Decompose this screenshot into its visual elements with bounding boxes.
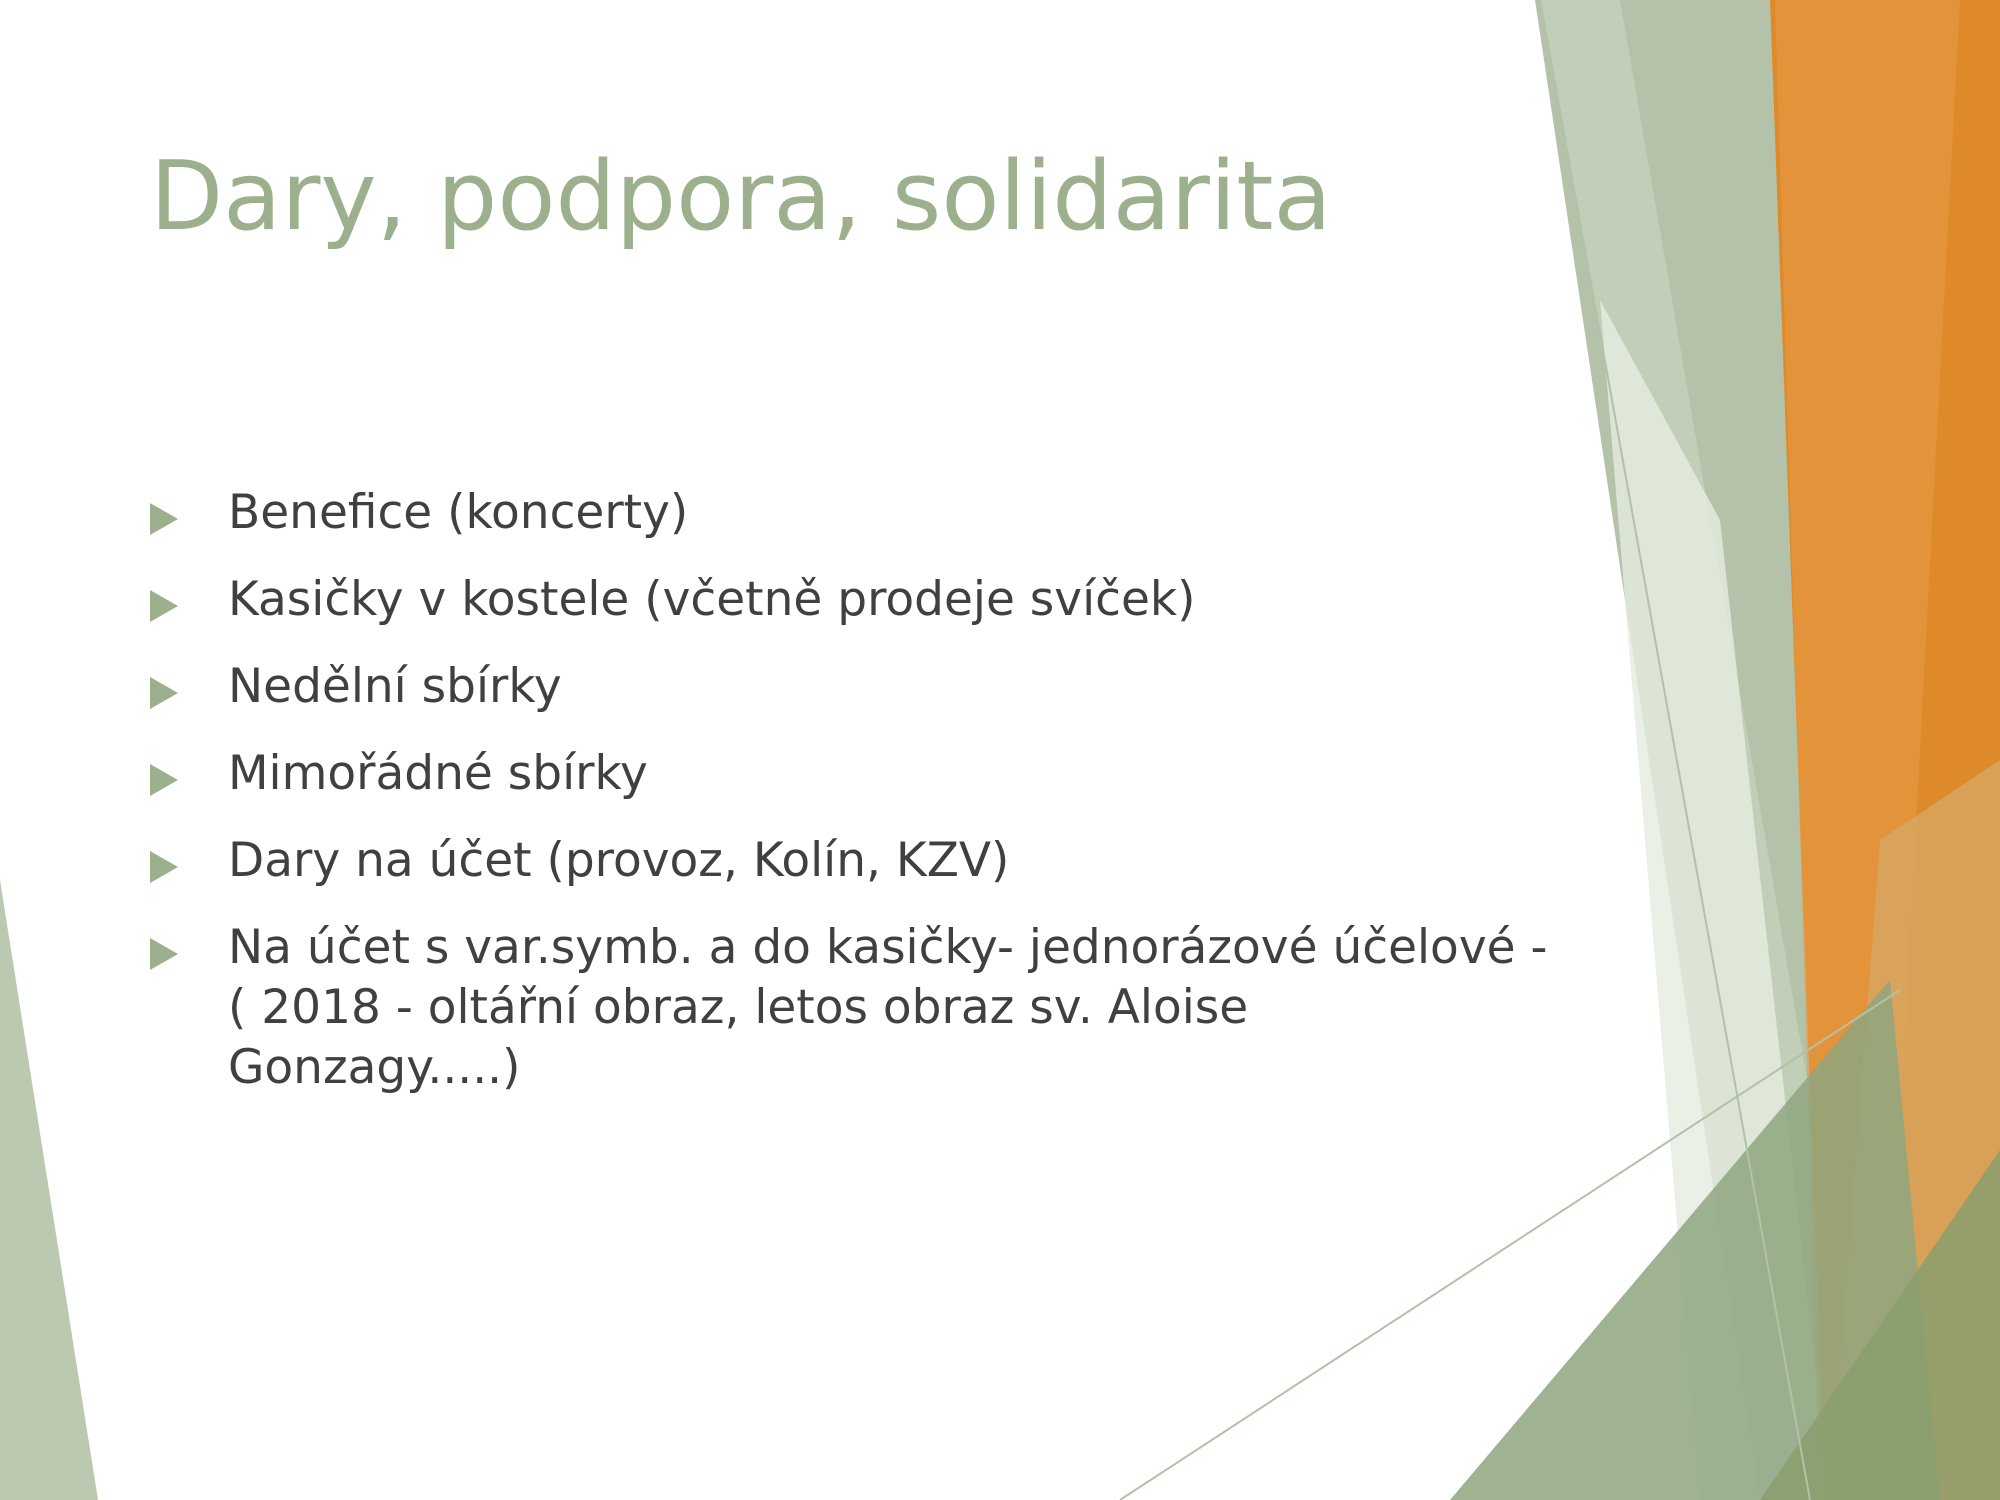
list-item xyxy=(150,831,1550,891)
list-item xyxy=(150,657,1550,717)
list-item xyxy=(150,744,1550,804)
list-item xyxy=(150,570,1550,630)
list-item-text: Dary na účet (provoz, Kolín, KZV) xyxy=(228,833,1010,888)
list-item-text: Na účet s var.symb. a do kasičky- jednorázové účelové - ( 2018 - oltářní obraz, letos obraz sv. Aloise Gonzagy.....) xyxy=(228,920,1548,1095)
triangle-arrow-right-icon xyxy=(150,590,178,622)
left-green-sliver xyxy=(0,880,98,1500)
list-item-text: Benefice (koncerty) xyxy=(228,485,689,540)
triangle-arrow-right-icon xyxy=(150,764,178,796)
triangle-arrow-right-icon xyxy=(150,503,178,535)
list-item xyxy=(150,483,1550,543)
list-item-text: Nedělní sbírky xyxy=(228,659,562,714)
list-item-text: Kasičky v kostele (včetně prodeje svíček) xyxy=(228,572,1196,627)
triangle-arrow-right-icon xyxy=(150,677,178,709)
list-item-text: Mimořádné sbírky xyxy=(228,746,648,801)
triangle-arrow-right-icon xyxy=(150,938,178,970)
triangle-arrow-right-icon xyxy=(150,851,178,883)
list-item xyxy=(150,918,1550,1098)
bullet-list xyxy=(150,483,1550,1125)
slide-title: Dary, podpora, solidarita xyxy=(150,142,1332,252)
